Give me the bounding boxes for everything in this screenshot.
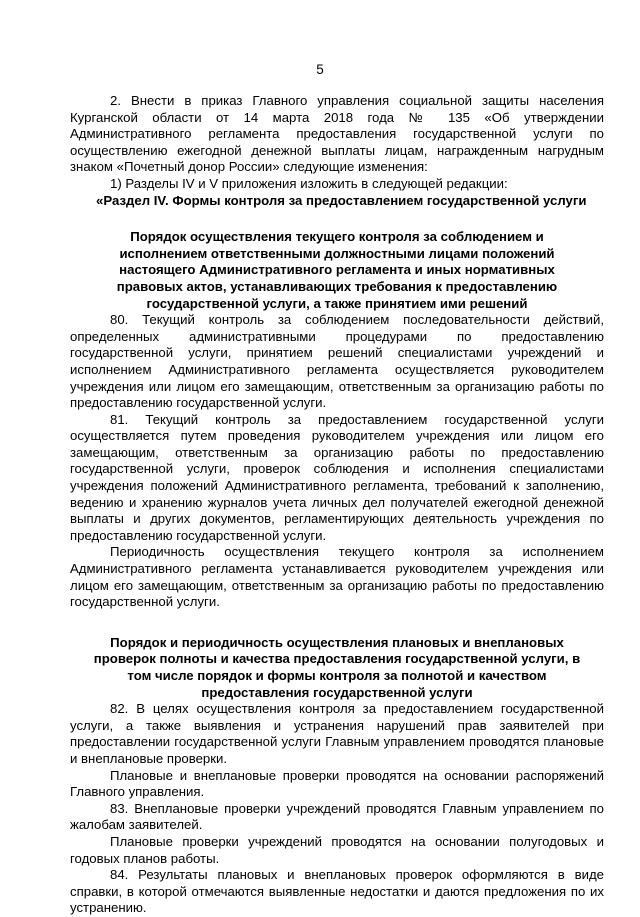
paragraph-84: 84. Результаты плановых и внеплановых проверок оформляются в виде справки, в которой отмечаются выявленные недостатки и даются предложения по их устранению. [70, 867, 604, 916]
page-number: 5 [316, 62, 324, 77]
paragraph-81: 81. Текущий контроль за предоставлением государственной услуги осуществляется путем проведения руководителем учреждения или лицом его замещающим, ответственным за организацию работы по предоставлению государственной услуги, проверок соблюдения и исполнения специалистами учреждения положений Административного регламента, требований к заполнению, ведению и хранению журналов учета личных дел получателей ежегодной денежной выплаты и других документов, регламентирующих деятельность учреждения по предоставлению государственной услуги. [70, 411, 604, 543]
section-iv-title: «Раздел IV. Формы контроля за предоставлением государственной услуги [96, 192, 587, 208]
paragraph-82: 82. В целях осуществления контроля за предоставлением государственной услуги, а также выявления и устранения нарушений прав заявителей при предоставлении государственной услуги Главным управлением проводятся плановые и внеплановые проверки. [70, 701, 604, 766]
paragraph-80: 80. Текущий контроль за соблюдением последовательности действий, определенных административными процедурами по предоставлению государственной услуги, принятием решений специалистами учреждений и исполнением Административного регламента осуществляется руководителем учреждения или лицом его замещающим, ответственным за организацию работы по предоставлению государственной услуги. [70, 312, 604, 411]
heading-inspections: Порядок и периодичность осуществления плановых и внеплановых проверок полноты и качества предоставления государственной услуги, в том числе порядок и формы контроля за полнотой и качеством предоставления государственной услуги [93, 634, 581, 700]
paragraph-2: 2. Внести в приказ Главного управления социальной защиты населения Курганской области от 14 марта 2018 года № 135 «Об утверждении Административного регламента предоставления государственной услуги по осуществлению ежегодной денежной выплаты лицам, награжденным нагрудным знаком «Почетный донор России» следующие изменения: [70, 93, 604, 175]
document-body [70, 93, 604, 917]
paragraph-83: 83. Внеплановые проверки учреждений проводятся Главным управлением по жалобам заявителей. [70, 800, 604, 833]
paragraph-sections-intro: 1) Разделы IV и V приложения изложить в следующей редакции: [110, 175, 508, 191]
paragraph-81-periodicity: Периодичность осуществления текущего контроля за исполнением Административного регламента устанавливается руководителем учреждения или лицом его замещающим, ответственным за организацию работы по предоставлению государственной услуги. [70, 544, 604, 610]
paragraph-82-orders: Плановые и внеплановые проверки проводятся на основании распоряжений Главного управления. [70, 767, 604, 800]
paragraph-83-plans: Плановые проверки учреждений проводятся на основании полугодовых и годовых планов работы. [70, 833, 604, 866]
heading-current-control: Порядок осуществления текущего контроля за соблюдением и исполнением ответственными должностными лицами положений настоящего Административного регламента и иных нормативных правовых актов, устанавливающих требования к предоставлению государственной услуги, а также принятием ими решений [116, 229, 558, 311]
